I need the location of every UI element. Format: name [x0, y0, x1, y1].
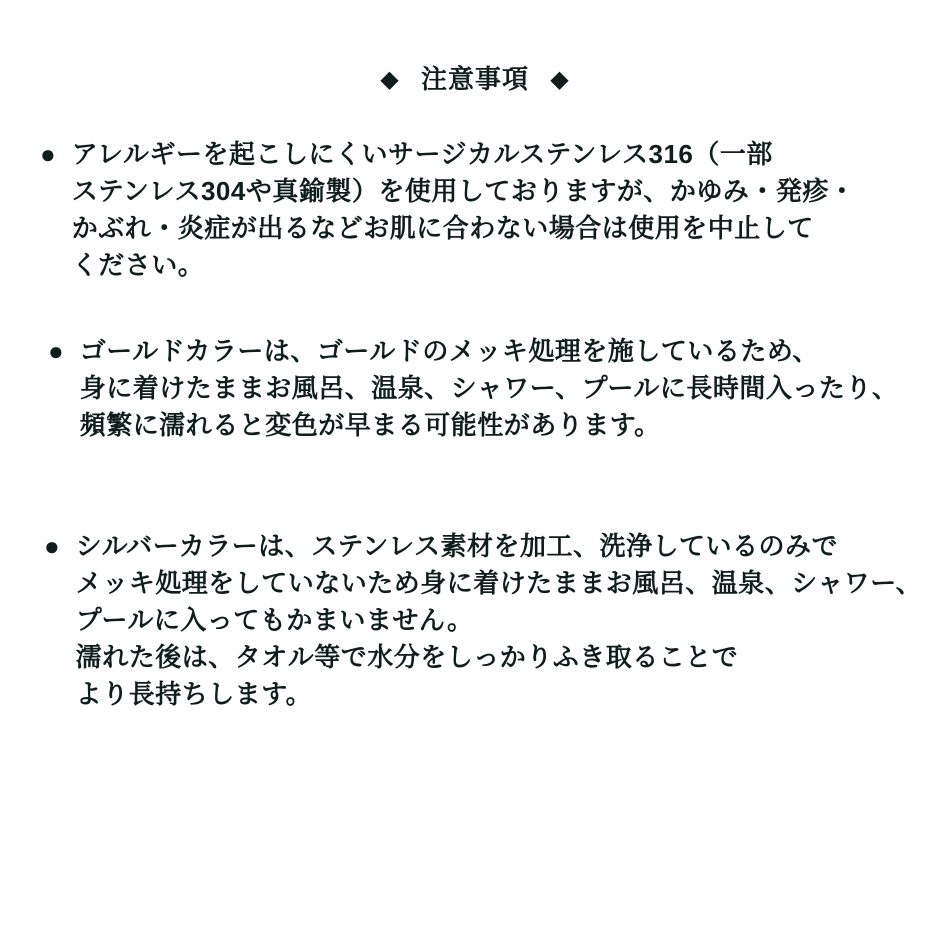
notice-line: 身に着けたままお風呂、温泉、シャワー、プールに長時間入ったり、 — [79, 373, 899, 403]
bullet-icon: ● — [44, 531, 60, 561]
notice-line: かぶれ・炎症が出るなどお肌に合わない場合は使用を中止して — [71, 213, 814, 243]
bullet-icon: ● — [48, 336, 64, 366]
notice-lines — [72, 136, 950, 284]
notice-line: 頻繁に濡れると変色が早まる可能性があります。 — [79, 410, 661, 440]
notice-line: アレルギーを起こしにくいサージカルステンレス316（一部 — [71, 139, 773, 169]
diamond-left-icon: ◆ — [380, 66, 400, 93]
notice-line: 濡れた後は、タオル等で水分をしっかりふき取ることで — [75, 642, 739, 672]
page-title: 注意事項 — [420, 64, 529, 94]
notice-line: より長持ちします。 — [75, 679, 313, 709]
page-title-row — [0, 0, 950, 98]
notice-item-silver-color — [0, 528, 950, 713]
diamond-right-icon: ◆ — [550, 66, 570, 93]
bullet-icon: ● — [40, 139, 56, 169]
notice-line: ステンレス304や真鍮製）を使用しておりますが、かゆみ・発疹・ — [71, 176, 856, 206]
notice-line: シルバーカラーは、ステンレス素材を加工、洗浄しているのみで — [75, 531, 838, 561]
notice-lines — [80, 333, 950, 444]
notice-line: メッキ処理をしていないため身に着けたままお風呂、温泉、シャワー、 — [75, 568, 923, 598]
notice-lines — [76, 528, 950, 713]
notice-line: ください。 — [71, 250, 205, 280]
notice-item-gold-color — [0, 333, 950, 444]
notice-line: ゴールドカラーは、ゴールドのメッキ処理を施しているため、 — [79, 336, 819, 366]
notice-item-allergy — [0, 136, 950, 284]
notice-line: プールに入ってもかまいません。 — [75, 605, 474, 635]
